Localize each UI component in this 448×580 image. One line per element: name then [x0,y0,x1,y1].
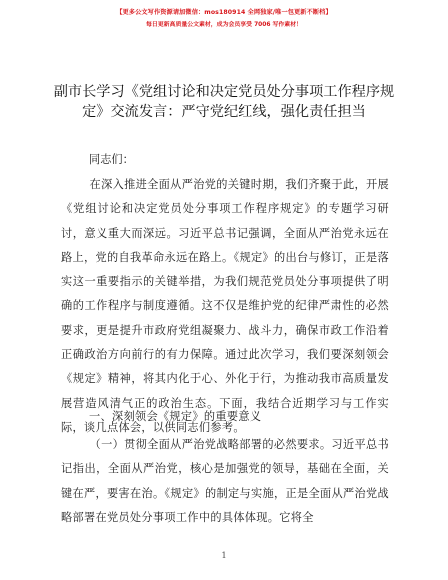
page-number: 1 [221,551,227,560]
salutation: 同志们： [89,153,134,166]
promo-banner-line-1: 【更多公文写作资源请加微信：mos180914 全网独家/唯一包更新不断档】 [116,9,332,16]
document-title: 副市长学习《党组讨论和决定党员处分事项工作程序规定》交流发言：严守党纪红线，强化责任担当 [53,84,395,120]
section-heading: 一、深刻领会《规定》的重要意义 [89,410,262,423]
promo-banner-line-2: 每日更新高质量公文素材，成为会员享受 7006 写作素材！ [146,22,302,28]
section-paragraph: （一）贯彻全面从严治党战略部署的必然要求。习近平总书记指出，全面从严治党，核心是加强党的领导，基础在全面，关键在严，要害在治。《规定》的制定与实施，正是全面从严治党战略部署在党员处分事项工作中的具体体现。它将全 [61,438,389,524]
intro-paragraph: 在深入推进全面从严治党的关键时期，我们齐聚于此，开展《党组讨论和决定党员处分事项工作程序规定》的专题学习研讨，意义重大而深远。习近平总书记强调，全面从严治党永远在路上，党的自我革命永远在路上。《规定》的出台与修订，正是落实这一重要指示的关键举措，为我们规范党员处分事项提供了明确的工作程序与制度遵循。这不仅是维护党的纪律严肃性的必然要求，更是提升市政府党组凝聚力、战斗力，确保市政工作沿着正确政治方向前行的有力保障。通过此次学习，我们要深刻领会《规定》精神，将其内化于心、外化于行，为推动我市高质量发展营造风清气正的政治生态。下面，我结合近期学习与工作实际，谈几点体会，以供同志们参考。 [61,178,389,434]
